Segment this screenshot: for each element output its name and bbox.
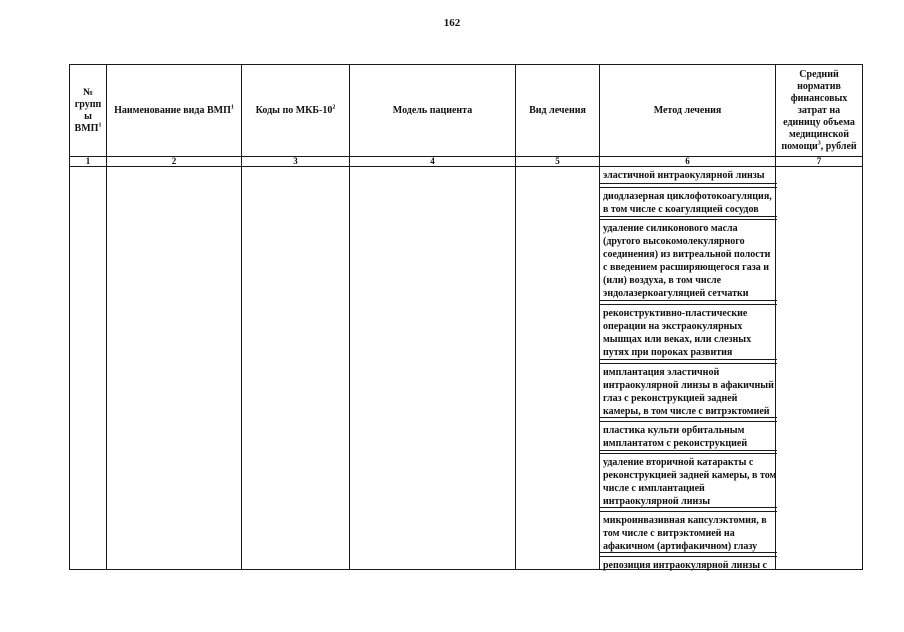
method-entry: пластика культи орбитальным имплантатом с реконструкцией	[600, 421, 777, 451]
header-patient-model: Модель пациента	[392, 104, 473, 116]
method-entry: реконструктивно-пластические операции на экстраокулярных мышцах или веках, или слезных путях при пороках развития	[600, 304, 777, 360]
vmp-table	[69, 64, 863, 570]
header-treatment-type: Вид лечения	[529, 104, 586, 116]
column-number: 7	[816, 156, 822, 166]
method-entry: микроинвазивная капсулэктомия, в том числе с витрэктомией на афакичном (артифакичном) глазу	[600, 511, 777, 553]
column-number: 4	[430, 156, 435, 166]
method-entry: удаление вторичной катаракты с реконструкцией задней камеры, в том числе с имплантацией интраокулярной линзы	[600, 453, 777, 508]
column-number: 3	[293, 156, 298, 166]
header-treatment-method: Метод лечения	[653, 104, 722, 116]
column-number: 5	[555, 156, 560, 166]
header-group-number: № групп ы ВМП$^1$	[74, 86, 102, 134]
column-number: 6	[685, 156, 690, 166]
header-icd-codes: Коды по МКБ-$10^2$	[255, 104, 336, 116]
method-entry: удаление силиконового масла (другого высокомолекулярного соединения) из витреальной полости с введением расширяющегося газа и (или) воздуха, в том числе эндолазеркоагуляцией сетчатки	[600, 219, 777, 301]
column-number: 1	[85, 156, 91, 166]
header-average-cost: Средний норматив финансовых затрат на единицу объема медицинской помощи$^3$, рублей	[781, 68, 857, 152]
page-number: 162	[443, 17, 461, 29]
header-vmp-name: Наименование вида ВМП$^1$	[114, 104, 234, 116]
column-number: 2	[171, 156, 177, 166]
method-entry: эластичной интраокулярной линзы	[600, 167, 777, 184]
method-entry: диодлазерная циклофотокоагуляция, в том числе с коагуляцией сосудов	[600, 187, 777, 217]
method-entry: репозиция интраокулярной линзы с	[600, 556, 777, 570]
method-entry: имплантация эластичной интраокулярной линзы в афакичный глаз с реконструкцией задней камеры, в том числе с витрэктомией	[600, 363, 777, 418]
